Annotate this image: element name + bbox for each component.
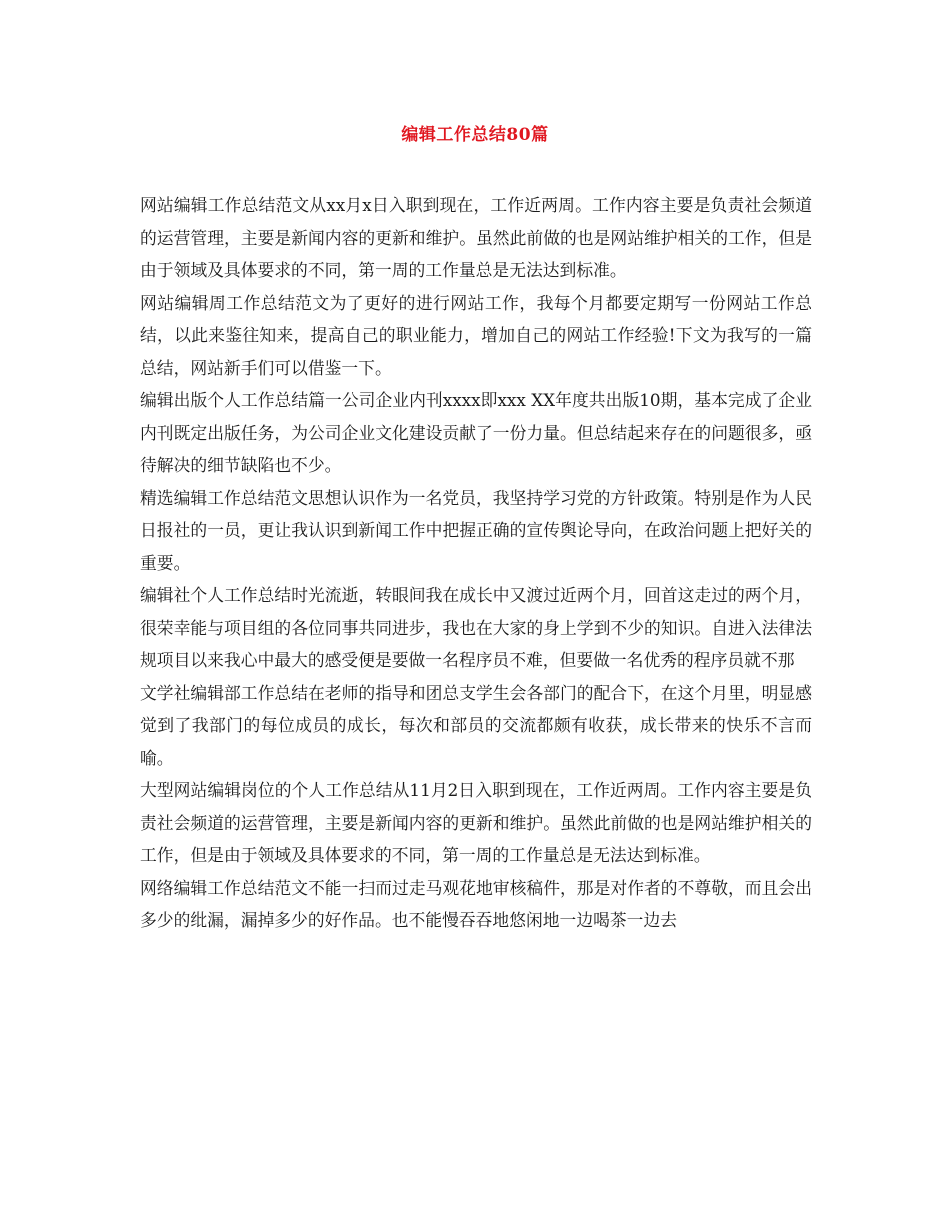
paragraph-1: 网站编辑工作总结范文从xx月x日入职到现在，工作近两周。工作内容主要是负责社会频道的运营管理，主要是新闻内容的更新和维护。虽然此前做的也是网站维护相关的工作，但是由于领域及具体要求的不同，第一周的工作量总是无法达到标准。	[140, 195, 812, 280]
paragraph-5: 编辑社个人工作总结时光流逝，转眼间我在成长中又渡过近两个月，回首这走过的两个月，很荣幸能与项目组的各位同事共同进步，我也在大家的身上学到不少的知识。自进入法律法规项目以来我心中最大的感受便是要做一名程序员不难，但要做一名优秀的程序员就不那	[140, 585, 812, 670]
paragraph-4: 精选编辑工作总结范文思想认识作为一名党员，我坚持学习党的方针政策。特别是作为人民日报社的一员，更让我认识到新闻工作中把握正确的宣传舆论导向，在政治问题上把好关的重要。	[140, 487, 812, 573]
paragraph-8: 网络编辑工作总结范文不能一扫而过走马观花地审核稿件，那是对作者的不尊敬，而且会出多少的纰漏，漏掉多少的好作品。也不能慢吞吞地悠闲地一边喝茶一边去	[140, 877, 812, 930]
document-title: 编辑工作总结80篇	[401, 125, 549, 145]
paragraph-2: 网站编辑周工作总结范文为了更好的进行网站工作，我每个月都要定期写一份网站工作总结，以此来鉴往知来，提高自己的职业能力，增加自己的网站工作经验!下文为我写的一篇总结，网站新手们可以借鉴一下。	[140, 292, 812, 378]
paragraph-7: 大型网站编辑岗位的个人工作总结从11月2日入职到现在，工作近两周。工作内容主要是负责社会频道的运营管理，主要是新闻内容的更新和维护。虽然此前做的也是网站维护相关的工作，但是由于领域及具体要求的不同，第一周的工作量总是无法达到标准。	[140, 780, 812, 865]
paragraph-6: 文学社编辑部工作总结在老师的指导和团总支学生会各部门的配合下，在这个月里，明显感觉到了我部门的每位成员的成长，每次和部员的交流都颇有收获，成长带来的快乐不言而喻。	[140, 682, 812, 768]
paragraph-3: 编辑出版个人工作总结篇一公司企业内刊xxxx即xxx XX年度共出版10期，基本完成了企业内刊既定出版任务，为公司企业文化建设贡献了一份力量。但总结起来存在的问题很多，亟待解决的细节缺陷也不少。	[140, 390, 812, 475]
document-body	[140, 189, 812, 937]
